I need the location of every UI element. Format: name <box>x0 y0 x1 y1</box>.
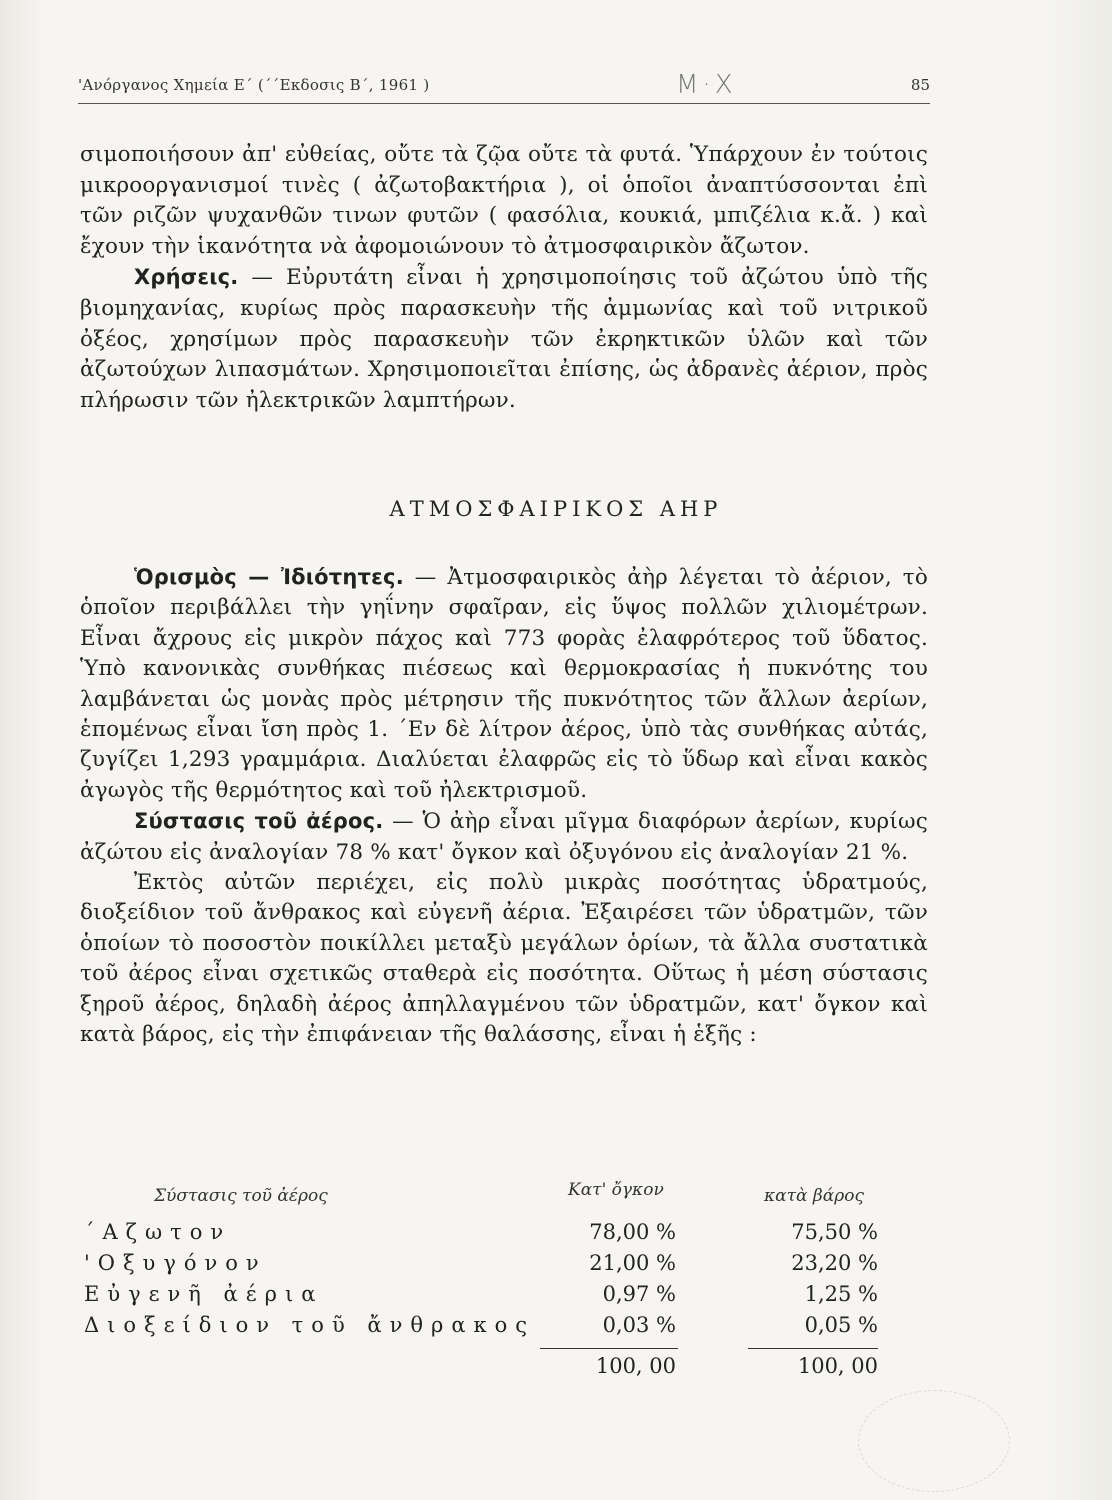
paragraph-definition <box>80 562 928 806</box>
text-block-top <box>80 140 928 416</box>
uses-text: — Εὐρυτάτη εἶναι ἡ χρησιμοποίησις τοῦ ἀζώτου ὑπὸ τῆς βιομηχανίας, κυρίως πρὸς παρασκευὴν τῆς ἀμμωνίας καὶ τοῦ νιτρικοῦ ὀξέος, χρησίμων πρὸς παρασκευὴν τῶν ἐκρηκτικῶν ὑλῶν καὶ τῶν ἀζωτούχων λιπασμάτων. Χρησιμοποιεῖται ἐπίσης, ὡς ἀδρανὲς ἀέριον, πρὸς πλήρωσιν τῶν ἠλεκτρικῶν λαμπτήρων. <box>80 265 928 413</box>
row-label: Εὐγενῆ ἀέρια <box>84 1282 324 1306</box>
composition-table <box>84 1180 884 1379</box>
header-by-weight: κατὰ βάρος <box>764 1186 864 1206</box>
row-weight: 1,25 % <box>804 1282 878 1306</box>
row-volume: 21,00 % <box>589 1251 676 1275</box>
running-header <box>78 70 930 102</box>
paragraph-uses <box>80 262 928 416</box>
table-row <box>84 1282 884 1313</box>
faint-library-stamp <box>858 1390 1010 1492</box>
header-component: Σύστασις τοῦ ἀέρος <box>154 1186 328 1206</box>
paragraph-continuation: σιμοποιήσουν ἀπ' εὐθείας, οὔτε τὰ ζῷα οὔτε τὰ φυτά. Ὑπάρχουν ἐν τούτοις μικροοργανισμοί τινὲς ( ἀζωτοβακτήρια ), οἱ ὁποῖοι ἀναπτύσσονται ἐπὶ τῶν ριζῶν ψυχανθῶν τινων φυτῶν ( φασόλια, κουκιά, μπιζέλια κ.ἄ. ) καὶ ἔχουν τὴν ἱκανότητα νὰ ἀφομοιώνουν τὸ ἀτμοσφαιρικὸν ἄζωτον. <box>80 142 928 259</box>
definition-text: — Ἀτμοσφαιρικὸς ἀὴρ λέγεται τὸ ἀέριον, τὸ ὁποῖον περιβάλλει τὴν γηΐνην σφαῖραν, εἰς ὕψος πολλῶν χιλιομέτρων. Εἶναι ἄχρους εἰς μικρὸν πάχος καὶ 773 φορὰς ἐλαφρότερος τοῦ ὕδατος. Ὑπὸ κανονικὰς συνθήκας πιέσεως καὶ θερμοκρασίας ἡ πυκνότης του λαμβάνεται ὡς μονὰς πρὸς μέτρησιν τῆς πυκνότητος τῶν ἄλλων ἀερίων, ἑπομένως εἶναι ἴση πρὸς 1. ΄Εν δὲ λίτρον ἀέρος, ὑπὸ τὰς συνθήκας αὐτάς, ζυγίζει 1,293 γραμμάρια. Διαλύεται ἐλαφρῶς εἰς τὸ ὕδωρ καὶ εἶναι κακὸς ἀγωγὸς τῆς θερμότητος καὶ τοῦ ἠλεκτρισμοῦ. <box>80 565 928 803</box>
total-weight: 100, 00 <box>797 1354 878 1378</box>
table-row <box>84 1313 884 1344</box>
row-volume: 0,03 % <box>602 1313 676 1337</box>
table-total-row <box>84 1348 884 1379</box>
row-weight: 75,50 % <box>791 1220 878 1244</box>
sum-rule <box>748 1348 878 1349</box>
table-row <box>84 1220 884 1251</box>
sum-rule <box>540 1348 678 1349</box>
row-volume: 78,00 % <box>589 1220 676 1244</box>
row-label: 'Οξυγόνον <box>84 1251 267 1275</box>
table-row <box>84 1251 884 1282</box>
row-label: ΄Αζωτον <box>84 1220 232 1244</box>
header-rule <box>78 103 930 104</box>
text-block-air <box>80 562 928 1051</box>
table-header <box>84 1180 884 1220</box>
row-weight: 0,05 % <box>804 1313 878 1337</box>
page-number: 85 <box>910 76 930 94</box>
section-title: ΑΤΜΟΣΦΑΙΡΙΚΟΣ ΑΗΡ <box>389 497 723 521</box>
book-title: 'Ανόργανος Χημεία Ε΄ (΄΄Εκδοσις Β΄, 1961 ) <box>78 76 430 94</box>
paragraph-extra: Ἐκτὸς αὐτῶν περιέχει, εἰς πολὺ μικρὰς ποσότητας ὑδρατμούς, διοξείδιον τοῦ ἄνθρακος καὶ εὐγενῆ ἀέρια. Ἐξαιρέσει τῶν ὑδρατμῶν, τῶν ὁποίων τὸ ποσοστὸν ποικίλλει μεταξὺ μεγάλων ὁρίων, τὰ ἄλλα συστατικὰ τοῦ ἀέρος εἶναι σχετικῶς σταθερὰ εἰς ποσότητα. Οὕτως ἡ μέση σύστασις ξηροῦ ἀέρος, δηλαδὴ ἀέρος ἀπηλλαγμένου τῶν ὑδρατμῶν, κατ' ὄγκον καὶ κατὰ βάρος, εἰς τὴν ἐπιφάνειαν τῆς θαλάσσης, εἶναι ἡ ἑξῆς : <box>80 870 928 1048</box>
definition-heading: Ὁρισμὸς — Ἰδιότητες. <box>134 565 404 589</box>
paragraph-composition <box>80 806 928 868</box>
header-by-volume: Κατ' ὄγκον <box>568 1180 664 1200</box>
uses-heading: Χρήσεις. <box>134 265 239 290</box>
composition-text: — Ὁ ἀὴρ εἶναι μῖγμα διαφόρων ἀερίων, κυρίως ἀζώτου εἰς ἀναλογίαν 78 % κατ' ὄγκον καὶ ὀξυγόνου εἰς ἀναλογίαν 21 %. <box>80 809 928 865</box>
row-label: Διοξείδιον τοῦ ἄνθρακος <box>84 1313 536 1337</box>
total-volume: 100, 00 <box>595 1354 676 1378</box>
handwritten-mark: Μ·Χ <box>676 70 737 100</box>
row-weight: 23,20 % <box>791 1251 878 1275</box>
row-volume: 0,97 % <box>602 1282 676 1306</box>
composition-heading: Σύστασις τοῦ ἀέρος. <box>134 809 384 834</box>
